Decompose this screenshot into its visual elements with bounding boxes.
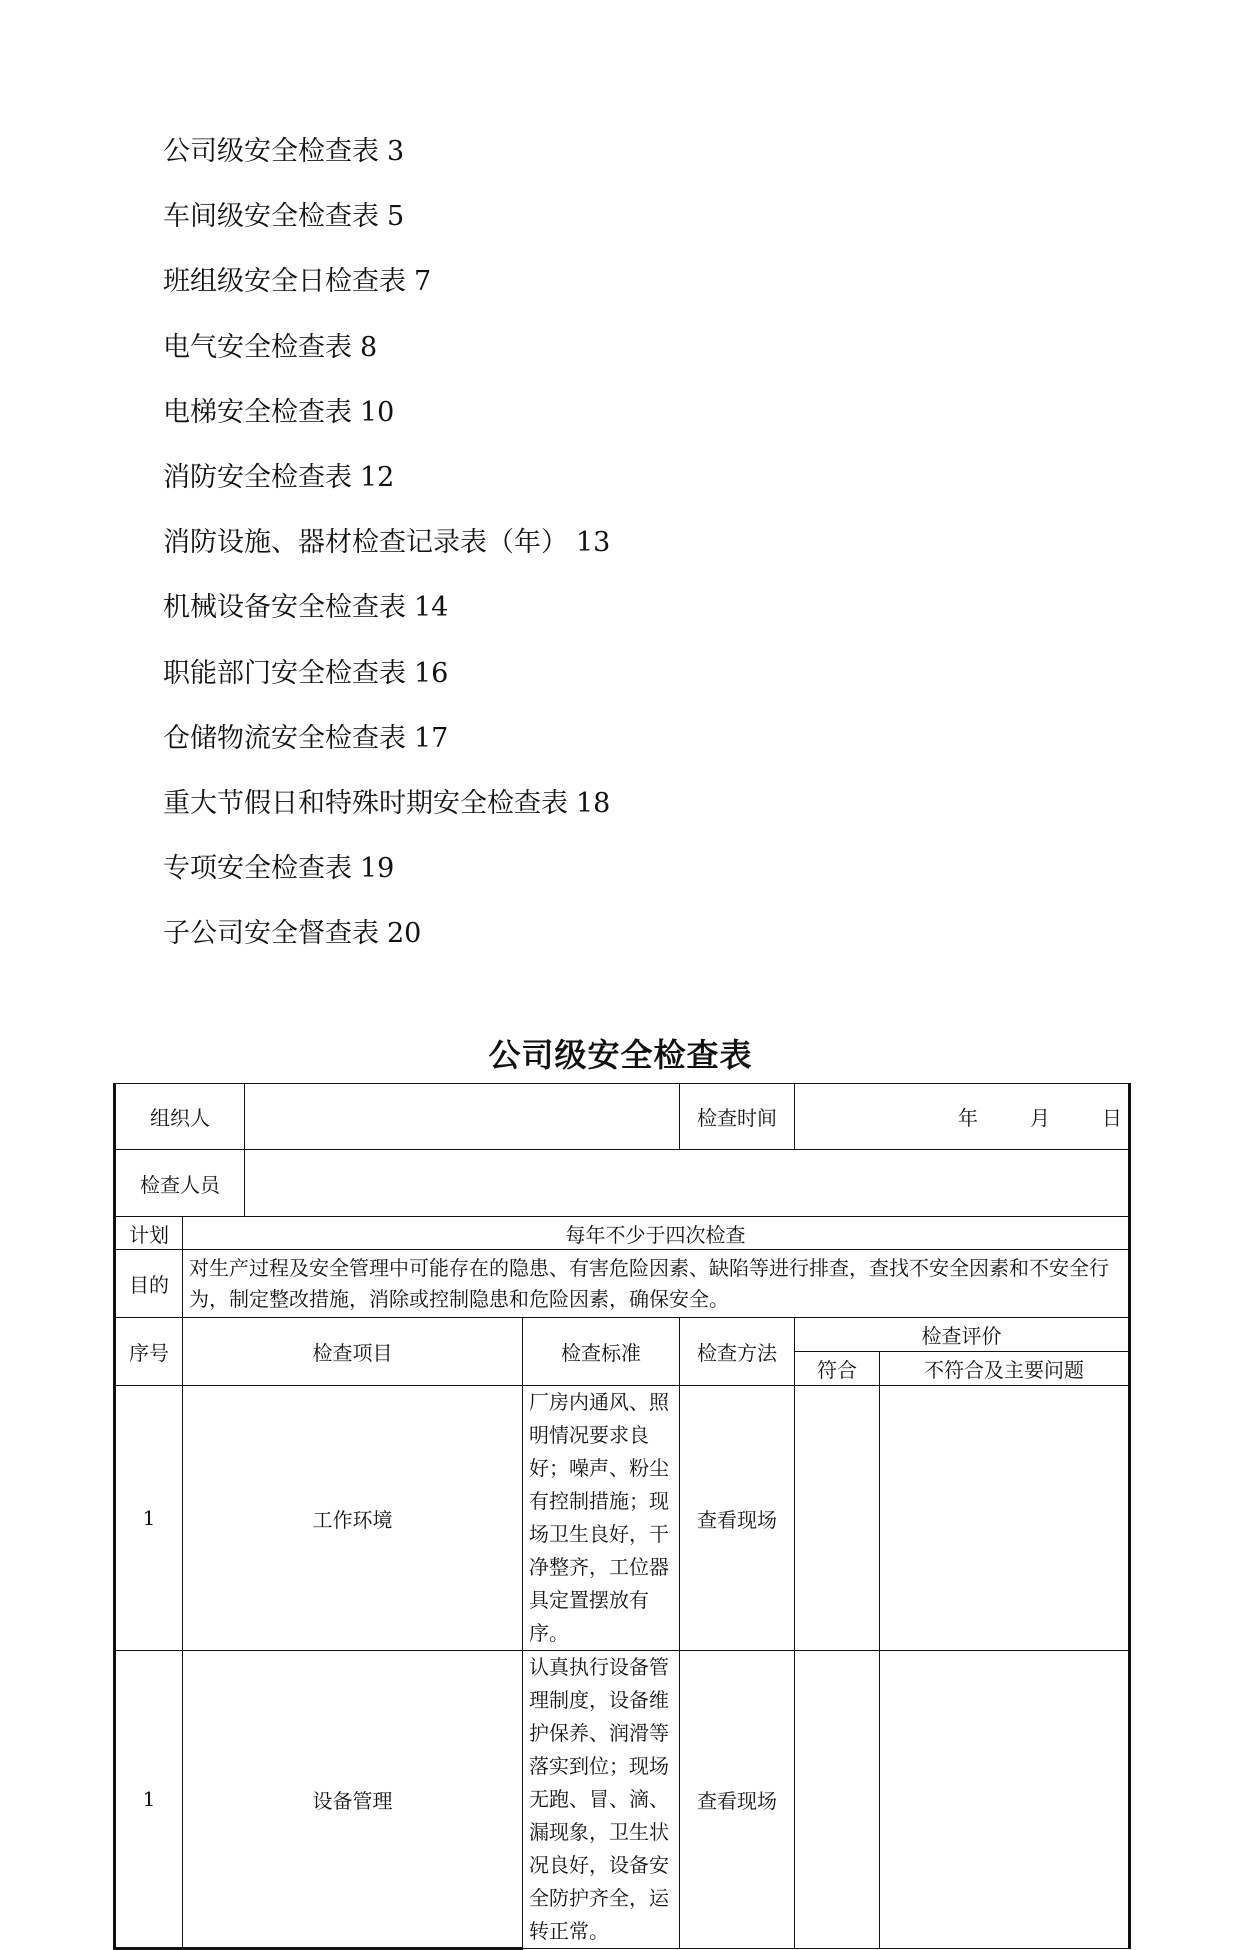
header-method: 检查方法 [680, 1318, 795, 1386]
header-standard: 检查标准 [523, 1318, 680, 1386]
row-conform-field[interactable] [795, 1651, 880, 1949]
toc-item-title: 职能部门安全检查表 [163, 657, 406, 689]
row-item: 工作环境 [183, 1386, 523, 1651]
toc-item-title: 专项安全检查表 [163, 853, 352, 885]
toc-item-page: 12 [360, 461, 395, 493]
inspectors-field[interactable] [245, 1150, 1130, 1217]
toc-item-title: 电梯安全检查表 [163, 396, 352, 428]
toc-item[interactable] [163, 523, 610, 588]
toc-item-title: 重大节假日和特殊时期安全检查表 [163, 787, 568, 819]
form-title: 公司级安全检查表 [488, 1036, 753, 1074]
toc-item[interactable] [163, 132, 610, 197]
date-day-label: 日 [1102, 1106, 1122, 1130]
row-problem-field[interactable] [880, 1386, 1130, 1651]
toc-item[interactable] [163, 393, 610, 458]
toc-item-title: 子公司安全督查表 [163, 918, 379, 950]
purpose-row [115, 1250, 1130, 1318]
toc-item[interactable] [163, 458, 610, 523]
row-standard: 厂房内通风、照明情况要求良好；噪声、粉尘有控制措施；现场卫生良好，干净整齐，工位器具定置摆放有序。 [523, 1386, 680, 1651]
toc-item[interactable] [163, 719, 610, 784]
inspectors-label: 检查人员 [115, 1150, 245, 1217]
header-item: 检查项目 [183, 1318, 523, 1386]
row-conform-field[interactable] [795, 1386, 880, 1651]
toc-item-page: 14 [414, 592, 449, 624]
toc-item-page: 17 [414, 722, 449, 754]
plan-label: 计划 [115, 1217, 183, 1250]
toc-item-title: 电气安全检查表 [163, 331, 352, 363]
inspect-time-label: 检查时间 [680, 1084, 795, 1150]
toc-item-title: 仓储物流安全检查表 [163, 722, 406, 754]
toc-item[interactable] [163, 262, 610, 327]
plan-row [115, 1217, 1130, 1250]
row-problem-field[interactable] [880, 1651, 1130, 1949]
organizer-row [115, 1084, 1130, 1150]
toc-item[interactable] [163, 654, 610, 719]
row-no: 1 [115, 1651, 183, 1949]
organizer-field[interactable] [245, 1084, 680, 1150]
toc-item[interactable] [163, 588, 610, 653]
header-nonconform: 不符合及主要问题 [880, 1352, 1130, 1386]
toc-item-page: 8 [360, 331, 378, 363]
header-evaluation: 检查评价 [795, 1318, 1130, 1352]
toc-item-page: 19 [360, 853, 395, 885]
toc-item-page: 3 [387, 136, 405, 167]
row-no: 1 [115, 1386, 183, 1651]
toc-item-title: 公司级安全检查表 [163, 136, 379, 167]
header-row [115, 1318, 1130, 1352]
toc-item-title: 消防安全检查表 [163, 461, 352, 493]
organizer-label: 组织人 [115, 1084, 245, 1150]
header-no: 序号 [115, 1318, 183, 1386]
toc-item[interactable] [163, 328, 610, 393]
toc-item[interactable] [163, 914, 610, 979]
toc-item-page: 16 [414, 657, 449, 689]
row-method: 查看现场 [680, 1651, 795, 1949]
date-year-label: 年 [958, 1106, 978, 1130]
toc-item-page: 7 [414, 266, 432, 298]
date-month-label: 月 [1030, 1106, 1050, 1130]
toc-item-page: 20 [387, 918, 422, 950]
toc-item-title: 机械设备安全检查表 [163, 592, 406, 624]
table-row [115, 1651, 1130, 1949]
toc-item[interactable] [163, 784, 610, 849]
toc-item-title: 消防设施、器材检查记录表（年） [163, 527, 568, 559]
inspect-time-field[interactable] [795, 1084, 1130, 1150]
toc-item-page: 18 [576, 787, 611, 819]
toc-item[interactable] [163, 197, 610, 262]
toc-item-title: 车间级安全检查表 [163, 201, 379, 233]
toc-item-page: 13 [576, 527, 611, 559]
toc-item[interactable] [163, 849, 610, 914]
table-of-contents [163, 132, 610, 979]
inspection-form-table [113, 1083, 1131, 1950]
toc-item-title: 班组级安全日检查表 [163, 266, 406, 298]
inspectors-row [115, 1150, 1130, 1217]
table-row [115, 1386, 1130, 1651]
row-standard: 认真执行设备管理制度，设备维护保养、润滑等落实到位；现场无跑、冒、滴、漏现象，卫生状况良好，设备安全防护齐全，运转正常。 [523, 1651, 680, 1949]
row-item: 设备管理 [183, 1651, 523, 1949]
row-method: 查看现场 [680, 1386, 795, 1651]
plan-text: 每年不少于四次检查 [183, 1217, 1130, 1250]
toc-item-page: 10 [360, 396, 395, 428]
toc-item-page: 5 [387, 201, 405, 233]
purpose-text: 对生产过程及安全管理中可能存在的隐患、有害危险因素、缺陷等进行排查，查找不安全因素和不安全行为，制定整改措施，消除或控制隐患和危险因素，确保安全。 [183, 1250, 1130, 1318]
header-conform: 符合 [795, 1352, 880, 1386]
purpose-label: 目的 [115, 1250, 183, 1318]
